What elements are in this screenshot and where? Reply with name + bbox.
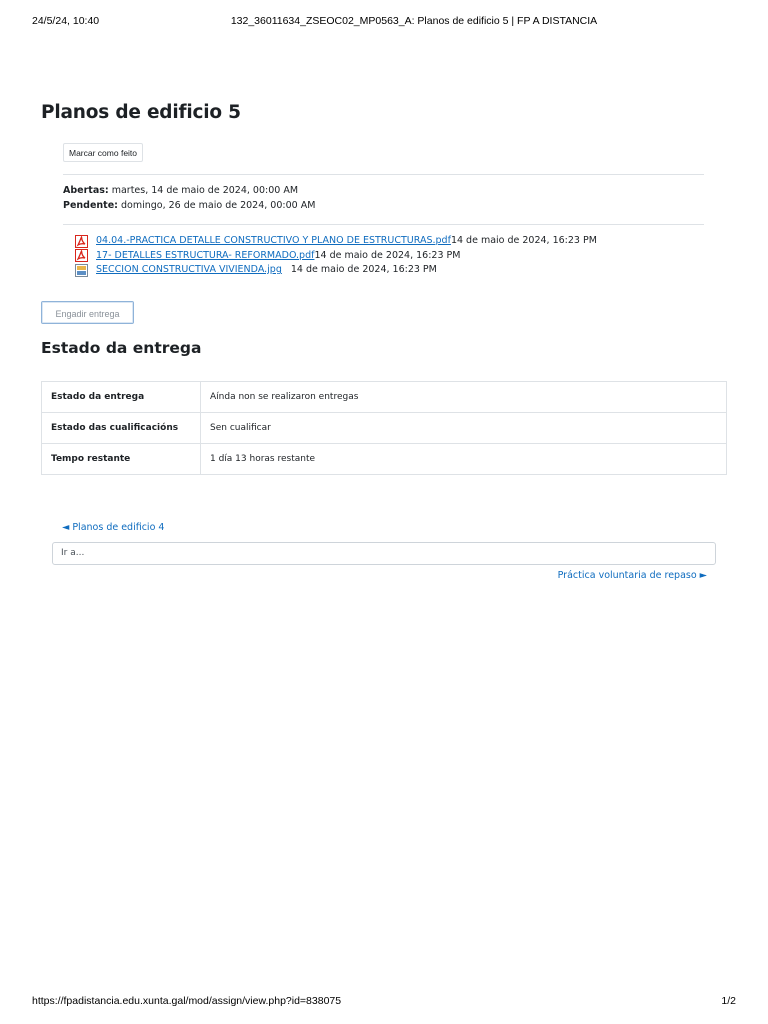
next-activity-link[interactable]: Práctica voluntaria de repaso ►	[557, 570, 707, 581]
mark-as-done-button[interactable]: Marcar como feito	[63, 143, 143, 162]
divider	[63, 174, 704, 175]
print-doc-title: 132_36011634_ZSEOC02_MP0563_A: Planos de edificio 5 | FP A DISTANCIA	[230, 15, 598, 27]
file-link[interactable]: 04.04.-PRACTICA DETALLE CONSTRUCTIVO Y PLANO DE ESTRUCTURAS.pdf	[96, 235, 451, 246]
pdf-icon	[75, 249, 88, 262]
opened-label: Abertas:	[63, 185, 109, 196]
submission-status-table	[41, 381, 727, 475]
row-value: Sen cualificar	[201, 413, 727, 444]
file-date: 14 de maio de 2024, 16:23 PM	[290, 264, 437, 275]
row-value: Aínda non se realizaron entregas	[201, 382, 727, 413]
row-value: 1 día 13 horas restante	[201, 444, 727, 475]
jump-to-select[interactable]: Ir a...	[52, 542, 716, 565]
file-link[interactable]: 17- DETALLES ESTRUCTURA- REFORMADO.pdf	[96, 249, 315, 261]
attached-files-list	[75, 234, 597, 278]
table-row	[42, 382, 727, 413]
opened-date-row	[63, 184, 315, 199]
divider	[63, 224, 704, 225]
print-url: https://fpadistancia.edu.xunta.gal/mod/assign/view.php?id=838075	[32, 995, 342, 1007]
file-link[interactable]: SECCION CONSTRUCTIVA VIVIENDA.jpg	[96, 264, 282, 275]
activity-dates	[63, 184, 315, 213]
table-row	[42, 413, 727, 444]
row-label: Tempo restante	[42, 444, 201, 475]
file-item	[75, 249, 597, 264]
print-date: 24/5/24, 10:40	[32, 15, 100, 27]
row-label: Estado das cualificacións	[42, 413, 201, 444]
print-page-number: 1/2	[721, 995, 736, 1007]
file-item	[75, 263, 597, 278]
add-submission-button[interactable]: Engadir entrega	[41, 301, 134, 324]
file-item	[75, 234, 597, 249]
page-title: Planos de edificio 5	[41, 102, 241, 123]
row-label: Estado da entrega	[42, 382, 201, 413]
image-icon	[75, 264, 88, 277]
due-label: Pendente:	[63, 199, 118, 211]
pdf-icon	[75, 235, 88, 248]
due-date-row	[63, 199, 315, 214]
print-header	[32, 15, 736, 31]
submission-status-heading: Estado da entrega	[41, 339, 202, 357]
file-date: 14 de maio de 2024, 16:23 PM	[314, 249, 461, 261]
previous-activity-link[interactable]: ◄ Planos de edificio 4	[62, 522, 165, 533]
table-row	[42, 444, 727, 475]
file-date: 14 de maio de 2024, 16:23 PM	[450, 235, 597, 246]
due-value: domingo, 26 de maio de 2024, 00:00 AM	[121, 199, 316, 211]
opened-value: martes, 14 de maio de 2024, 00:00 AM	[111, 185, 299, 196]
print-footer	[32, 995, 736, 1011]
